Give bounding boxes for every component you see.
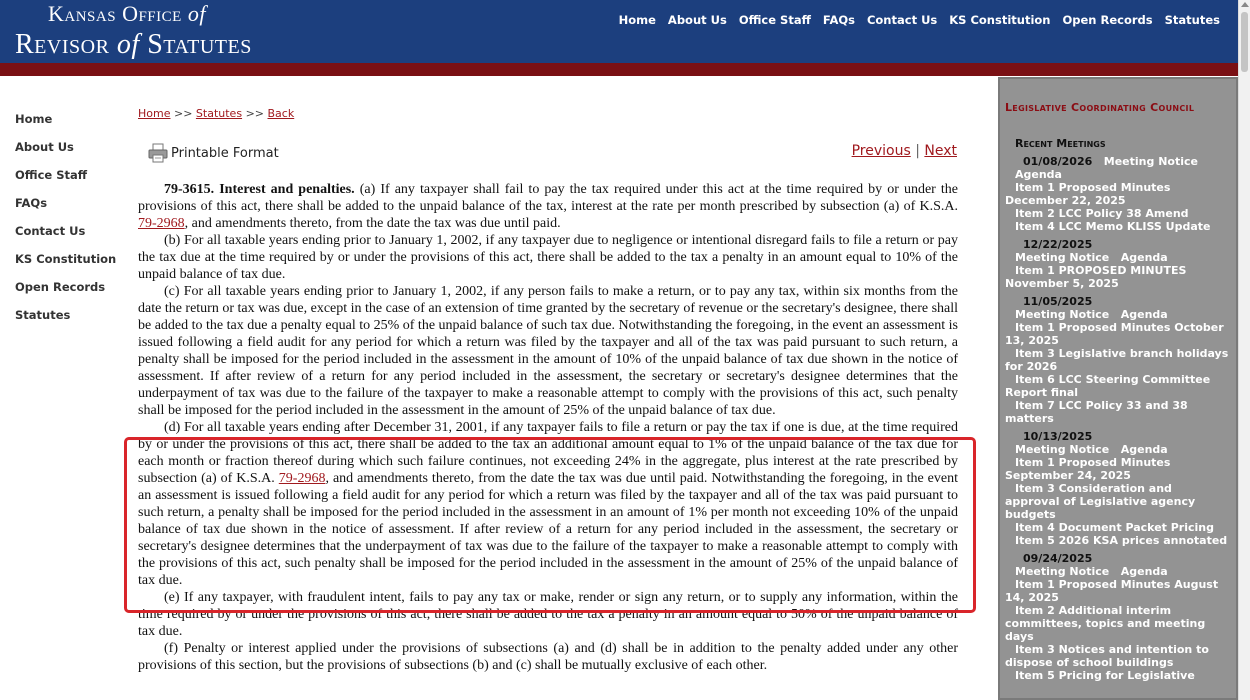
topnav-contact-us[interactable]: Contact Us: [866, 13, 938, 27]
meeting-block: [1005, 430, 1230, 547]
meeting-notice-link[interactable]: Meeting Notice: [1015, 443, 1110, 456]
lcc-sidebar: [998, 77, 1238, 700]
meeting-links-row: [1005, 308, 1230, 321]
meeting-header: [1005, 155, 1230, 168]
topnav-home[interactable]: Home: [618, 13, 656, 27]
topnav-open-records[interactable]: Open Records: [1062, 13, 1153, 27]
statute-heading: 79-3615. Interest and penalties.: [164, 182, 355, 197]
leftnav-ks-constitution[interactable]: KS Constitution: [15, 252, 117, 266]
meeting-links-row: [1005, 251, 1230, 264]
subsection-d: (d) For all taxable years ending after December 31, 2001, if any taxpayer fails to file a return or pay the tax if one is due, at the time required by or under the provisions of this act, there shall be added to the tax an additional amount equal to 1% of the unpaid balance of the tax due for each month or fraction thereof during which such failure continues, not exceeding 24% in the aggregate, plus interest at the rate prescribed by subsection (a) of K.S.A. 79-2968, and amendments thereto, from the date the tax was due until paid. Notwithstanding the foregoing, in the event an assessment is issued following a field audit for any period for which a return was filed by the taxpayer and all of the tax was paid pursuant to such return, a penalty shall be imposed for the period included in the assessment in an amount of 1% per month not exceeding 10% of the unpaid balance of tax due shown in the notice of assessment. If after review of a return for any period included in the assessment, the secretary or secretary's designee determines that the underpayment of tax was due to the failure of the taxpayer to make a reasonable attempt to comply with the provisions of this act, such penalty shall be imposed for the period included in the assessment in the amount of 25% of the unpaid balance of tax due.: [138, 420, 958, 588]
meeting-block: [1005, 155, 1230, 233]
topnav-about-us[interactable]: About Us: [667, 13, 727, 27]
meeting-item-link[interactable]: Item 4 LCC Memo KLISS Update: [1015, 220, 1211, 233]
ksa-link-a[interactable]: 79-2968: [138, 216, 185, 231]
meeting-item-link[interactable]: Item 2 LCC Policy 38 Amend: [1015, 207, 1189, 220]
breadcrumb-home[interactable]: Home: [138, 107, 171, 120]
meeting-agenda-link[interactable]: Agenda: [1015, 168, 1062, 181]
meeting-item-link[interactable]: Item 1 Proposed Minutes October 13, 2025: [1005, 321, 1224, 347]
printable-format-label: Printable Format: [171, 145, 279, 161]
subsection-a: 79-3615. Interest and penalties. (a) If any taxpayer shall fail to pay the tax required under this act at the time required by or under the provisions of this act, there shall be added to the unpaid balance of the tax, interest at the rate per month prescribed by subsection (a) of K.S.A. 79-2968, and amendments thereto, from the date the tax was due until paid.: [138, 182, 958, 231]
meeting-date: 12/22/2025: [1023, 238, 1093, 251]
statute-text: [138, 181, 958, 674]
lcc-title[interactable]: Legislative Coordinating Council: [1005, 101, 1195, 114]
leftnav-office-staff[interactable]: Office Staff: [15, 168, 88, 182]
leftnav-about-us[interactable]: About Us: [15, 140, 74, 154]
meeting-item-link[interactable]: Item 4 Document Packet Pricing: [1015, 521, 1214, 534]
leftnav-faqs[interactable]: FAQs: [15, 196, 48, 210]
header-stripe: [0, 63, 1250, 76]
meeting-item-link[interactable]: Item 7 LCC Policy 33 and 38 matters: [1005, 399, 1188, 425]
meeting-links-row: [1005, 565, 1230, 578]
meeting-agenda-link[interactable]: Agenda: [1120, 565, 1168, 578]
meeting-header: [1005, 430, 1230, 443]
meeting-date: 10/13/2025: [1023, 430, 1093, 443]
scroll-thumb[interactable]: [1241, 12, 1248, 72]
subsection-c: (c) For all taxable years ending prior to January 1, 2002, if any person fails to make a return, or to pay any tax, within six months from the date the return or tax was due, except in the case of an extension of time granted by the secretary of revenue or the secretary's designee, there shall be added to the tax due a penalty equal to 25% of the unpaid balance of such tax due. Notwithstanding the foregoing, in the event an assessment is issued following a field audit for any period for which a return was filed by the taxpayer and all of the tax was paid pursuant to such return, a penalty shall be imposed for the period included in the assessment in the amount of 10% of the unpaid balance of tax due shown in the notice of assessment. If after review of a return for any period included in the assessment, the secretary or secretary's designee determines that the underpayment of tax was due to the failure of the taxpayer to make a reasonable attempt to comply with the provisions of this act, such penalty shall be imposed for the period included in the assessment in the amount of 25% of the unpaid balance of tax due.: [138, 284, 959, 418]
meeting-header: [1005, 238, 1230, 251]
top-navigation: [607, 13, 1220, 27]
meeting-notice-link[interactable]: Meeting Notice: [1015, 308, 1110, 321]
meeting-item-link[interactable]: Item 3 Consideration and approval of Legislative agency budgets: [1005, 482, 1196, 521]
site-logo-line1[interactable]: Kansas Office of: [48, 1, 206, 26]
breadcrumb-statutes[interactable]: Statutes: [195, 107, 243, 120]
left-navigation: [15, 112, 116, 336]
page-scrollbar[interactable]: [1238, 0, 1250, 700]
meeting-header: [1005, 295, 1230, 308]
leftnav-statutes[interactable]: Statutes: [15, 308, 71, 322]
topnav-faqs[interactable]: FAQs: [822, 13, 855, 27]
meeting-notice-link[interactable]: Meeting Notice: [1015, 565, 1110, 578]
breadcrumb: Home >> Statutes >> Back: [138, 107, 295, 120]
meeting-notice-link[interactable]: Meeting Notice: [1015, 251, 1110, 264]
meeting-header: [1005, 552, 1230, 565]
recent-meetings-title: Recent Meetings: [1015, 137, 1106, 150]
previous-link[interactable]: Previous: [851, 143, 911, 159]
meeting-item-link[interactable]: Item 3 Notices and intention to dispose of school buildings: [1005, 643, 1209, 669]
meeting-notice-link[interactable]: Meeting Notice: [1103, 155, 1198, 168]
meeting-item-link[interactable]: Item 6 LCC Steering Committee Report final: [1005, 373, 1211, 399]
meeting-agenda-link[interactable]: Agenda: [1120, 251, 1168, 264]
subsection-f: (f) Penalty or interest applied under the provisions of subsections (a) and (d) shall be in addition to the penalty added under any other provisions of this section, but the provisions of subsections (b) and (c) shall be mutually exclusive of each other.: [138, 641, 958, 673]
meeting-date: 09/24/2025: [1023, 552, 1093, 565]
meeting-item-link[interactable]: Item 5 2026 KSA prices annotated: [1015, 534, 1228, 547]
printer-icon: [148, 143, 168, 163]
meeting-item-link[interactable]: Item 5 Pricing for Legislative: [1015, 669, 1195, 682]
topnav-statutes[interactable]: Statutes: [1164, 13, 1220, 27]
meeting-block: [1005, 552, 1230, 682]
meeting-agenda-link[interactable]: Agenda: [1120, 443, 1168, 456]
meeting-item-link[interactable]: Item 1 PROPOSED MINUTES November 5, 2025: [1005, 264, 1187, 290]
scroll-up-arrow-icon[interactable]: [1241, 2, 1249, 7]
meeting-item-link[interactable]: Item 1 Proposed Minutes August 14, 2025: [1005, 578, 1219, 604]
meeting-item-link[interactable]: Item 2 Additional interim committees, topics and meeting days: [1005, 604, 1206, 643]
leftnav-contact-us[interactable]: Contact Us: [15, 224, 86, 238]
meeting-item-link[interactable]: Item 3 Legislative branch holidays for 2026: [1005, 347, 1229, 373]
meeting-date: 01/08/2026: [1023, 155, 1093, 168]
meeting-date: 11/05/2025: [1023, 295, 1093, 308]
topnav-office-staff[interactable]: Office Staff: [738, 13, 811, 27]
meeting-item-link[interactable]: Item 1 Proposed Minutes September 24, 2025: [1005, 456, 1171, 482]
topnav-ks-constitution[interactable]: KS Constitution: [949, 13, 1051, 27]
leftnav-open-records[interactable]: Open Records: [15, 280, 106, 294]
meeting-links-row: [1005, 443, 1230, 456]
leftnav-home[interactable]: Home: [15, 112, 53, 126]
meeting-block: [1005, 295, 1230, 425]
meeting-agenda-link[interactable]: Agenda: [1120, 308, 1168, 321]
site-header: [0, 0, 1250, 63]
meeting-block: [1005, 238, 1230, 290]
breadcrumb-back[interactable]: Back: [267, 107, 295, 120]
meeting-item-link[interactable]: Item 1 Proposed Minutes December 22, 2025: [1005, 181, 1171, 207]
meetings-list: [1005, 155, 1230, 687]
next-link[interactable]: Next: [924, 143, 957, 159]
site-logo-line2[interactable]: Revisor of Statutes: [15, 29, 252, 60]
ksa-link-d[interactable]: 79-2968: [278, 471, 326, 486]
subsection-b: (b) For all taxable years ending prior to January 1, 2002, if any taxpayer due to negligence or intentional disregard fails to file a return or pay the tax due at the time required by or under the provisions of this act, there shall be added to the tax a penalty in an amount equal to 10% of the unpaid balance of tax due.: [138, 233, 958, 282]
prev-next-nav: Previous | Next: [851, 143, 957, 159]
subsection-e: (e) If any taxpayer, with fraudulent intent, fails to pay any tax or make, render or sign any return, or to supply any information, within the time required by or under the provisions of this act, there shall be added to the tax a penalty in an amount equal to 50% of the unpaid balance of tax due.: [138, 590, 958, 639]
printable-format-link[interactable]: [148, 143, 279, 163]
